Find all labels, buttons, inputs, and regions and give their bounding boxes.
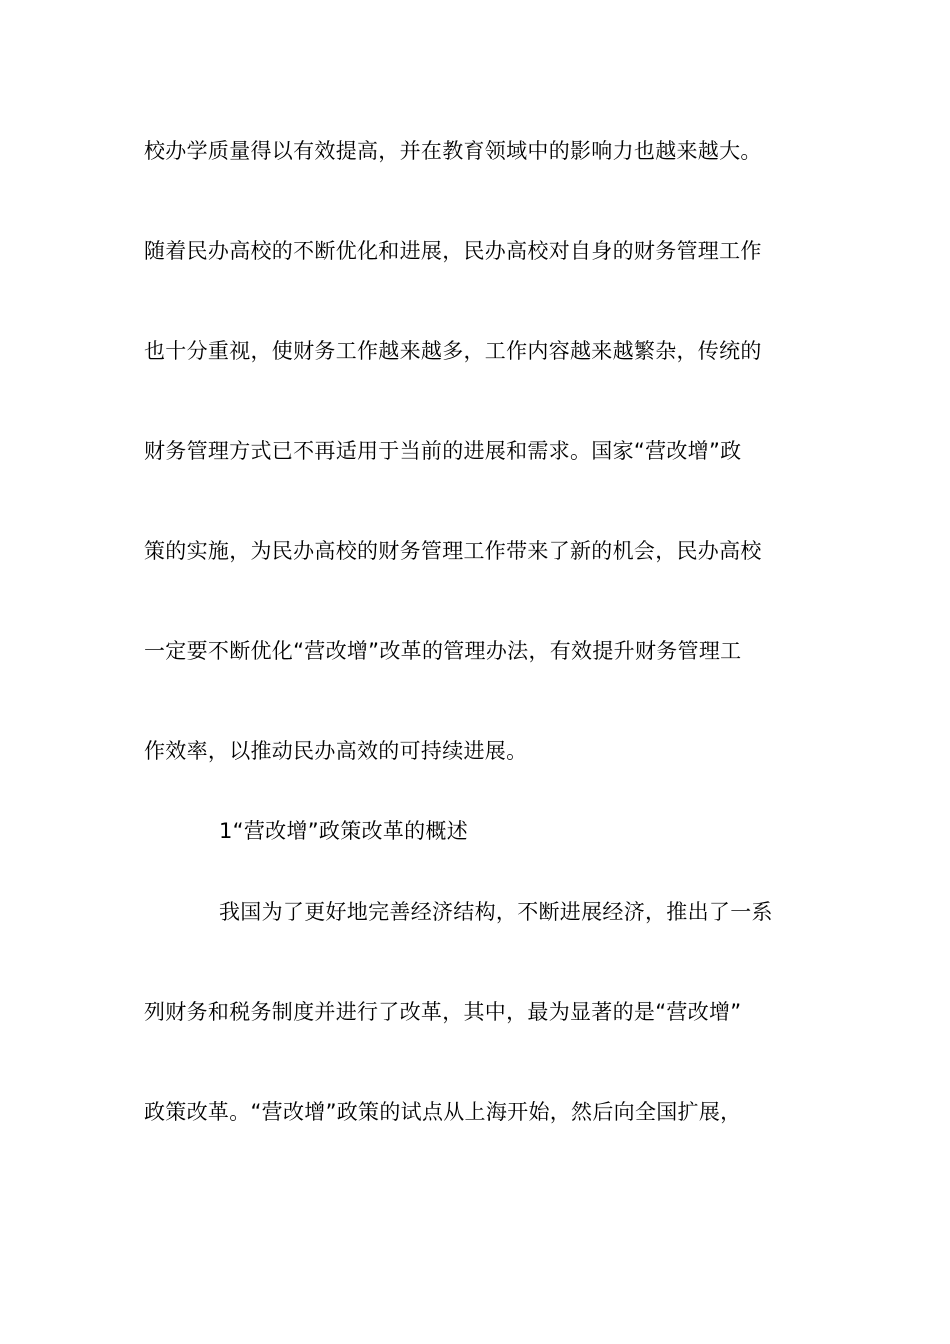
paragraph2-line-2: 列财务和税务制度并进行了改革，其中，最为显著的是“营改增” xyxy=(144,1000,742,1024)
body-line-2: 随着民办高校的不断优化和进展，民办高校对自身的财务管理工作 xyxy=(144,239,762,263)
body-line-5: 策的实施，为民办高校的财务管理工作带来了新的机会，民办高校 xyxy=(144,539,762,563)
section-heading: 1“营改增”政策改革的概述 xyxy=(219,819,469,843)
body-line-3: 也十分重视，使财务工作越来越多，工作内容越来越繁杂，传统的 xyxy=(144,339,762,363)
paragraph2-line-3: 政策改革。“营改增”政策的试点从上海开始，然后向全国扩展， xyxy=(144,1100,742,1124)
body-line-1: 校办学质量得以有效提高，并在教育领域中的影响力也越来越大。 xyxy=(144,139,762,163)
paragraph2-line-1: 我国为了更好地完善经济结构，不断进展经济，推出了一系 xyxy=(219,900,773,924)
body-line-6: 一定要不断优化“营改增”改革的管理办法，有效提升财务管理工 xyxy=(144,639,742,663)
body-line-7: 作效率，以推动民办高效的可持续进展。 xyxy=(144,739,528,763)
body-line-4: 财务管理方式已不再适用于当前的进展和需求。国家“营改增”政 xyxy=(144,439,742,463)
